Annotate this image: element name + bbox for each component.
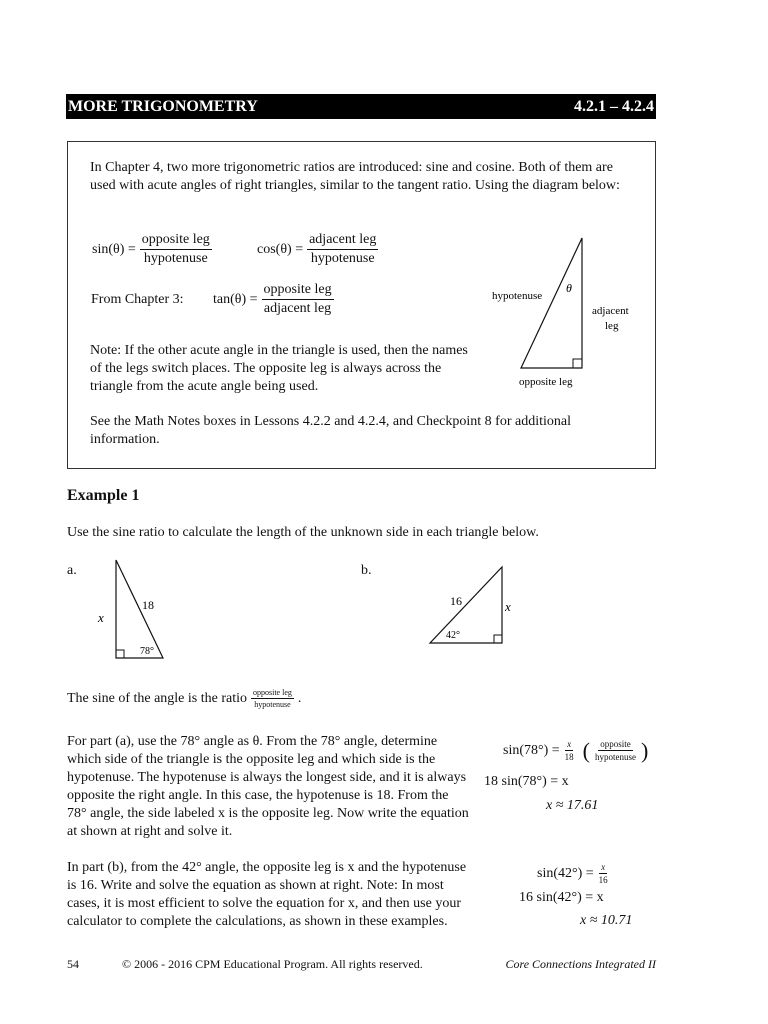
part-b-label: b. [361,563,372,578]
tangent-denominator: adjacent leg [263,301,332,316]
right-angle-marker [573,359,582,368]
sine-denominator: hypotenuse [143,251,208,266]
sine-ratio-sentence [67,688,301,709]
triangle-a-diagram [90,555,180,665]
ratio-period: . [297,690,302,706]
triangle-b-angle-label: 42° [446,630,460,641]
reference-triangle [521,238,582,368]
note-paragraph: Note: If the other acute angle in the triangle is used, then the names of the legs switch places. The opposite leg is always across the triangle from the acute angle being used. [90,343,468,394]
part-a-label: a. [67,563,77,578]
eq-b-fraction [597,862,610,885]
part-b-equation-line3: x ≈ 10.71 [580,913,633,928]
example-prompt: Use the sine ratio to calculate the length of the unknown side in each triangle below. [67,525,539,540]
eq-a-numerator: x [567,739,572,749]
copyright-notice: © 2006 - 2016 CPM Educational Program. All rights reserved. [122,957,423,971]
theta-label: θ [566,281,572,295]
eq-b-line1-lhs: sin(42°) = [537,865,594,881]
example-heading: Example 1 [67,487,140,504]
ratio-denominator: hypotenuse [254,700,291,709]
cosine-denominator: hypotenuse [310,251,375,266]
cosine-lhs: cos(θ) = [257,241,304,257]
eq-a-denominator: 18 [564,752,574,762]
eq-a-paren-numerator: opposite [600,739,631,749]
triangle-a-x-label: x [98,610,104,625]
section-title: MORE TRIGONOMETRY [68,98,258,115]
cosine-numerator: adjacent leg [307,232,378,250]
triangle-a-angle-label: 78° [140,646,154,657]
eq-a-left-paren: ( [582,737,590,763]
part-a-equation-line2: 18 sin(78°) = x [484,774,569,789]
eq-b-numerator: x [601,862,606,872]
adjacent-label-line1: adjacent [592,305,629,317]
eq-a-right-paren: ) [640,737,649,763]
sine-numerator: opposite leg [140,232,212,250]
adjacent-label-line2: leg [605,320,619,332]
tangent-lhs: tan(θ) = [213,291,258,307]
book-title: Core Connections Integrated II [505,957,656,971]
triangle-b-diagram [420,560,520,650]
part-b-equation-line2: 16 sin(42°) = x [519,890,604,905]
triangle-b-x-label: x [505,599,511,614]
part-b-explanation: In part (b), from the 42° angle, the opposite leg is x and the hypotenuse is 16. Write and solve the equation as shown at right. Note: In most cases, it is most efficient to solve the equation for x, and then use your calculator to complete the calculations, as shown in these examples. [67,860,467,929]
sine-definition [92,232,212,267]
from-chapter-3-label: From Chapter 3: [91,292,184,307]
triangle-b-hyp-label: 16 [450,594,462,608]
triangle-b [430,567,502,643]
ratio-text: The sine of the angle is the ratio [67,690,247,706]
triangle-a-right-angle [116,650,124,658]
ratio-fraction [251,688,294,709]
eq-b-denominator: 16 [598,875,608,885]
tangent-fraction [262,282,334,317]
eq-a-line1-lhs: sin(78°) = [503,742,560,758]
eq-a-paren-fraction [593,739,638,762]
tangent-definition [213,282,334,317]
sine-fraction [140,232,212,267]
part-b-equation-line1 [537,862,610,885]
triangle-a-hyp-label: 18 [142,598,154,612]
tangent-numerator: opposite leg [262,282,334,300]
triangle-b-right-angle [494,635,502,643]
part-a-equation-line1 [503,739,648,762]
section-numbers: 4.2.1 – 4.2.4 [574,98,654,115]
part-a-equation-line3: x ≈ 17.61 [546,798,599,813]
triangle-a [116,560,163,658]
ratio-numerator: opposite leg [253,688,292,697]
page-number: 54 [67,957,79,971]
hypotenuse-label: hypotenuse [492,290,543,302]
part-a-explanation: For part (a), use the 78° angle as θ. From the 78° angle, determine which side of the triangle is the opposite leg and which side is the hypotenuse. The hypotenuse is always the longest side, and it is always opposite the right angle. In this case, the hypotenuse is 18. From the 78° angle, the side labeled x is the opposite leg. Now write the equation at shown at right and solve it. [67,734,469,839]
eq-a-paren-denominator: hypotenuse [594,752,636,762]
reference-triangle-diagram [480,230,650,395]
intro-paragraph: In Chapter 4, two more trigonometric ratios are introduced: sine and cosine. Both of them are used with acute angles of right triangles, similar to the tangent ratio. Using the diagram below: [90,160,620,193]
eq-a-fraction [563,739,576,762]
cosine-fraction [307,232,378,267]
sine-lhs: sin(θ) = [92,241,136,257]
section-header-bar [66,94,656,119]
cosine-definition [257,232,378,267]
see-also-paragraph: See the Math Notes boxes in Lessons 4.2.2 and 4.2.4, and Checkpoint 8 for additional information. [90,414,571,447]
opposite-leg-label: opposite leg [519,376,573,388]
